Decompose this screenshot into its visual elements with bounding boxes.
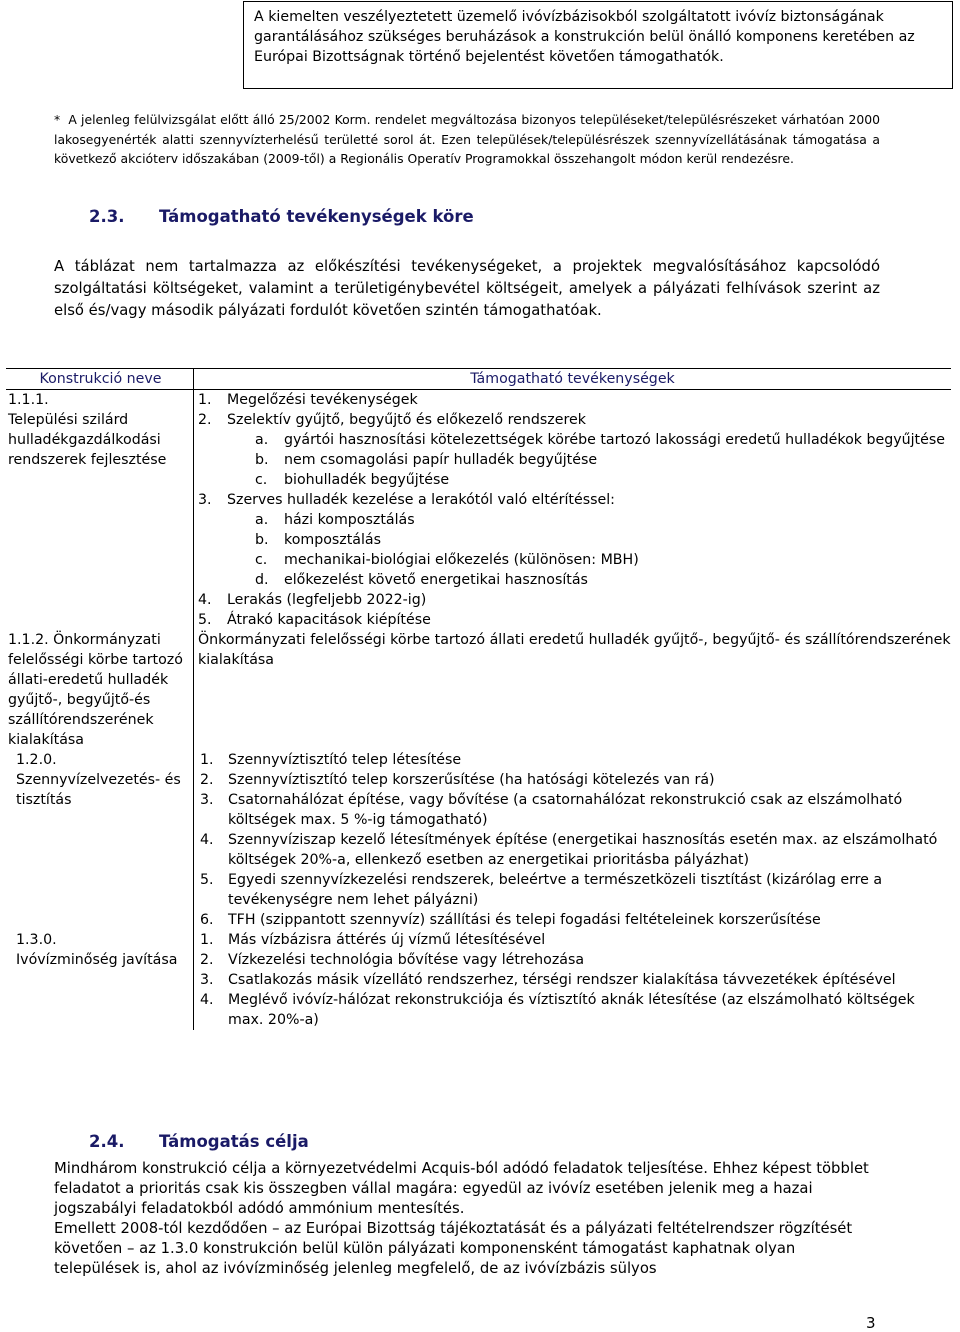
table-row <box>6 750 951 930</box>
construction-code: 1.3.0. <box>16 932 57 948</box>
activity-item <box>198 950 951 970</box>
item-text: Szelektív gyűjtő, begyűjtő és előkezelő rendszerek <box>227 412 586 428</box>
activity-subitem <box>198 430 951 450</box>
closing-text <box>54 1159 884 1279</box>
activity-subitem <box>198 550 951 570</box>
item-number: 4. <box>200 992 214 1008</box>
construction-code: 1.2.0. <box>16 752 57 768</box>
table-row <box>6 930 951 1030</box>
activity-subitem <box>198 450 951 470</box>
item-number: 2. <box>198 412 212 428</box>
activity-item <box>198 390 951 410</box>
highlighted-note-text: A kiemelten veszélyeztetett üzemelő ivóvízbázisokból szolgáltatott ivóvíz biztonságának garantálásához szükséges beruházások a konstrukción belül önálló komponens keretében az Európai Bizottságnak történő bejelentést követően támogathatók. <box>254 9 915 65</box>
item-number: 4. <box>198 592 212 608</box>
activities-cell <box>194 930 952 1030</box>
activity-text: Önkormányzati felelősségi körbe tartozó állati eredetű hulladék gyűjtő-, begyűjtő- és szállítórendszerének kialakítása <box>198 632 951 668</box>
section-number: 2.4. <box>89 1132 125 1151</box>
subitem-text: házi komposztálás <box>284 512 415 528</box>
item-text: Szerves hulladék kezelése a lerakótól való eltérítéssel: <box>227 492 615 508</box>
subitem-letter: b. <box>255 452 269 468</box>
construction-cell <box>6 390 194 631</box>
item-text: Csatornahálózat építése, vagy bővítése (a csatornahálózat rekonstrukció csak az elszámolható költségek max. 5 %-ig támogatható) <box>228 792 903 828</box>
construction-name: Szennyvízelvezetés- és tisztítás <box>16 772 181 808</box>
item-text: Lerakás (legfeljebb 2022-ig) <box>227 592 427 608</box>
item-number: 3. <box>200 972 214 988</box>
subitem-text: komposztálás <box>284 532 382 548</box>
item-number: 3. <box>198 492 212 508</box>
item-text: Szennyvíztisztító telep korszerűsítése (ha hatósági kötelezés van rá) <box>228 772 715 788</box>
item-number: 5. <box>198 612 212 628</box>
section-heading-2-4 <box>89 1132 309 1151</box>
construction-name: felelősségi körbe tartozó állati-eredetű hulladék gyűjtő-, begyűjtő-és szállítórendszerének kialakítása <box>8 652 183 748</box>
activity-item <box>198 970 951 990</box>
activities-cell <box>194 750 952 930</box>
item-text: Szennyvíziszap kezelő létesítmények építése (energetikai hasznosítás esetén max. az elszámolható költségek 20%-a, ellenkező esetben az energetikai prioritásba pályázhat) <box>228 832 938 868</box>
activity-item <box>198 830 951 870</box>
table-row <box>6 390 951 631</box>
item-number: 2. <box>200 772 214 788</box>
table-header-row <box>6 369 951 390</box>
highlighted-note-box <box>243 1 953 89</box>
activity-item <box>198 910 951 930</box>
item-number: 1. <box>200 932 214 948</box>
activity-item <box>198 590 951 610</box>
footnote-text: A jelenleg felülvizsgálat előtt álló 25/2002 Korm. rendelet megváltozása bizonyos településeket/településrészeket várhatóan 2000 lakosegyenérték alatti szennyvízterhelésű területté sorol át. Ezen települések/településrészek szennyvízellátásának támogatása a következő akcióterv időszakában (2009-től) a Regionális Operatív Programokkal összehangolt módon kerül rendezésre. <box>54 112 880 166</box>
section-title: Támogatás célja <box>159 1132 309 1151</box>
activity-item <box>198 870 951 910</box>
subitem-letter: a. <box>255 512 269 528</box>
subitem-text: gyártói hasznosítási kötelezettségek körébe tartozó lakossági eredetű hulladékok begyűjtése <box>284 432 945 448</box>
activities-cell <box>194 390 952 631</box>
activity-item <box>198 410 951 430</box>
subitem-letter: c. <box>255 472 268 488</box>
item-text: Meglévő ivóvíz-hálózat rekonstrukciója és víztisztító aknák létesítése (az elszámolható költségek max. 20%-a) <box>228 992 915 1028</box>
section-heading-2-3 <box>89 207 474 226</box>
intro-paragraph: A táblázat nem tartalmazza az előkészítési tevékenységeket, a projektek megvalósításához kapcsolódó szolgáltatási költségeket, valamint a területigénybevétel költségeit, amelyek a pályázati felhívások szerint az első és/vagy második pályázati fordulót követően szintén támogathatóak. <box>54 258 880 319</box>
construction-cell <box>6 630 194 750</box>
construction-name: Települési szilárd hulladékgazdálkodási rendszerek fejlesztése <box>8 412 167 468</box>
page-number: 3 <box>866 1314 876 1332</box>
closing-paragraph-1: Mindhárom konstrukció célja a környezetvédelmi Acquis-ból adódó feladatok teljesítése. Ehhez képest többlet feladatot a prioritás csak kis összegben vállal magára: egyedül az ivóvíz esetében jelenik meg a hazai jogszabályi feladatokból adódó ammónium mentesítés. <box>54 1160 869 1217</box>
subitem-letter: a. <box>255 432 269 448</box>
item-number: 1. <box>200 752 214 768</box>
subitem-text: biohulladék begyűjtése <box>284 472 450 488</box>
construction-cell <box>6 750 194 930</box>
footnote <box>54 110 880 169</box>
subitem-text: mechanikai-biológiai előkezelés (különösen: MBH) <box>284 552 639 568</box>
item-number: 3. <box>200 792 214 808</box>
item-text: Átrakó kapacitások kiépítése <box>227 612 431 628</box>
item-number: 1. <box>198 392 212 408</box>
subitem-letter: b. <box>255 532 269 548</box>
item-text: Szennyvíztisztító telep létesítése <box>228 752 462 768</box>
activity-item <box>198 610 951 630</box>
activity-item <box>198 990 951 1030</box>
item-text: Megelőzési tevékenységek <box>227 392 418 408</box>
item-number: 4. <box>200 832 214 848</box>
header-supported-activities: Támogatható tevékenységek <box>194 369 952 390</box>
item-text: Vízkezelési technológia bővítése vagy létrehozása <box>228 952 585 968</box>
activity-subitem <box>198 570 951 590</box>
activity-subitem <box>198 530 951 550</box>
activity-item <box>198 750 951 770</box>
activity-subitem <box>198 470 951 490</box>
activity-item <box>198 770 951 790</box>
subitem-text: előkezelést követő energetikai hasznosítás <box>284 572 588 588</box>
item-text: Csatlakozás másik vízellátó rendszerhez, térségi rendszer kialakítása távvezetékek építésével <box>228 972 896 988</box>
item-number: 6. <box>200 912 214 928</box>
item-text: TFH (szippantott szennyvíz) szállítási és telepi fogadási feltételeinek korszerűsítése <box>228 912 821 928</box>
subitem-letter: d. <box>255 572 269 588</box>
section-title: Támogatható tevékenységek köre <box>159 207 474 226</box>
item-number: 5. <box>200 872 214 888</box>
table-row <box>6 630 951 750</box>
item-text: Más vízbázisra áttérés új vízmű létesítésével <box>228 932 546 948</box>
closing-paragraph-2: Emellett 2008-tól kezdődően – az Európai Bizottság tájékoztatását és a pályázati feltételrendszer rögzítését követően – az 1.3.0 konstrukción belül külön pályázati komponensként támogatást kaphatnak olyan települések is, ahol az ivóvízminőség jelenleg megfelelő, de az ivóvízbázis sülyos <box>54 1220 853 1277</box>
activities-table <box>6 368 951 1030</box>
activity-item <box>198 790 951 830</box>
header-construction-name: Konstrukció neve <box>6 369 194 390</box>
activity-item <box>198 930 951 950</box>
section-number: 2.3. <box>89 207 125 226</box>
activities-cell <box>194 630 952 750</box>
subitem-text: nem csomagolási papír hulladék begyűjtése <box>284 452 598 468</box>
item-number: 2. <box>200 952 214 968</box>
subitem-letter: c. <box>255 552 268 568</box>
construction-code: 1.1.2. Önkormányzati <box>8 632 161 648</box>
construction-code: 1.1.1. <box>8 392 49 408</box>
construction-cell <box>6 930 194 1030</box>
activity-subitem <box>198 510 951 530</box>
construction-name: Ivóvízminőség javítása <box>16 952 178 968</box>
footnote-star: * <box>54 112 61 127</box>
item-text: Egyedi szennyvízkezelési rendszerek, beleértve a természetközeli tisztítást (kizárólag erre a tevékenységre nem lehet pályázni) <box>228 872 883 908</box>
activity-item <box>198 490 951 510</box>
